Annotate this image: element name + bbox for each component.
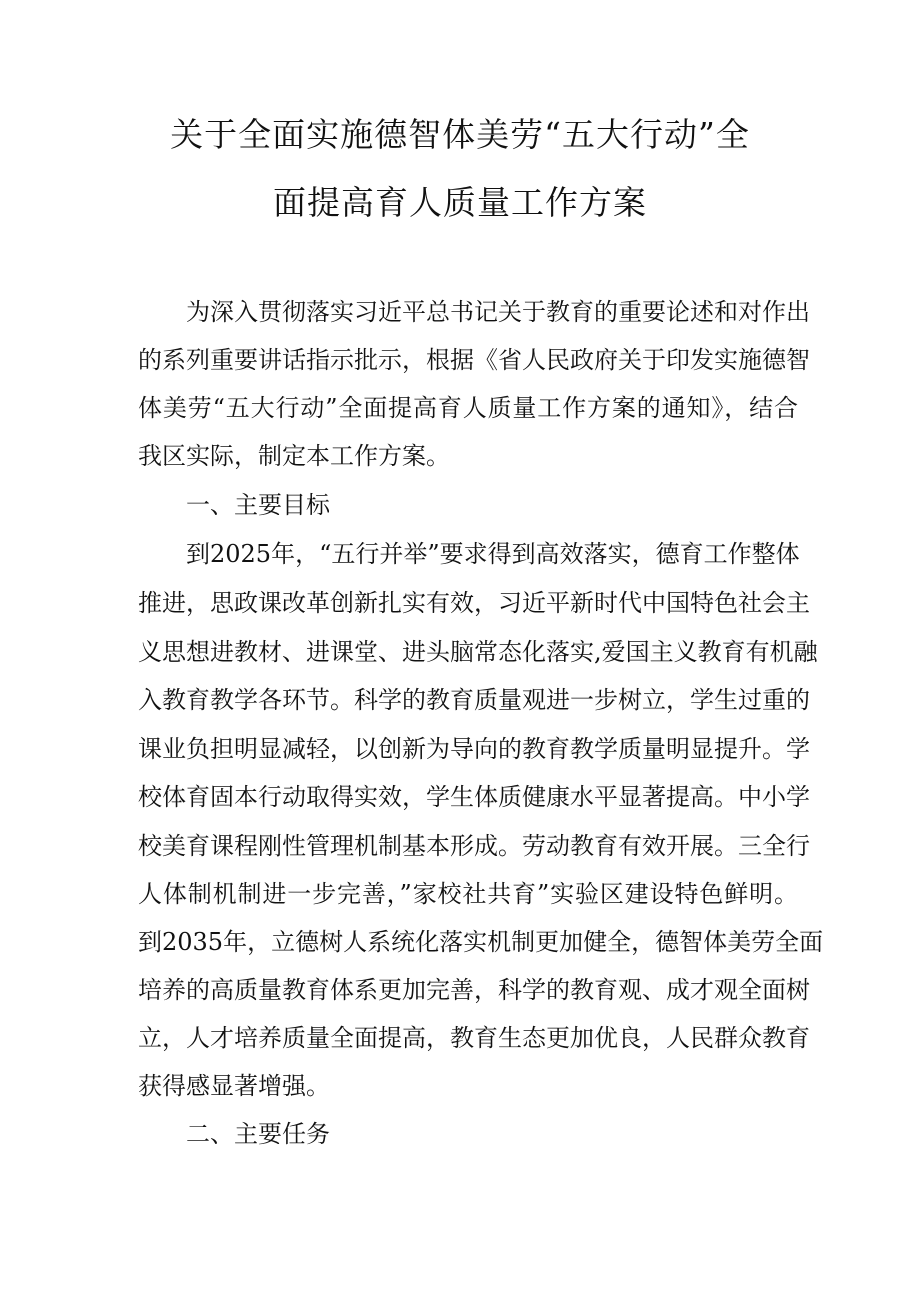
- goals-paragraph-line: 到2025年，“五行并举”要求得到高效落实，德育工作整体: [186, 540, 800, 568]
- goals-paragraph-line: 到2035年，立德树人系统化落实机制更加健全，德智体美劳全面: [138, 928, 824, 956]
- goals-paragraph-line: 义思想进教材、进课堂、进头脑常态化落实,爱国主义教育有机融: [138, 638, 818, 666]
- section-heading-main-goals: 一、主要目标: [186, 491, 330, 519]
- goals-paragraph-line: 校体育固本行动取得实效，学生体质健康水平显著提高。中小学: [138, 783, 810, 811]
- intro-paragraph-line: 的系列重要讲话指示批示，根据《省人民政府关于印发实施德智: [138, 346, 810, 374]
- goals-paragraph-line: 立，人才培养质量全面提高，教育生态更加优良，人民群众教育: [138, 1024, 810, 1052]
- document-title-line-1: 关于全面实施德智体美劳“五大行动”全: [170, 115, 750, 154]
- goals-paragraph-line: 入教育教学各环节。科学的教育质量观进一步树立，学生过重的: [138, 686, 810, 714]
- goals-paragraph-line: 人体制机制进一步完善，”家校社共育”实验区建设特色鲜明。: [138, 880, 798, 908]
- section-heading-main-tasks: 二、主要任务: [186, 1120, 330, 1148]
- goals-paragraph-line: 获得感显著增强。: [138, 1072, 330, 1100]
- intro-paragraph-line: 为深入贯彻落实习近平总书记关于教育的重要论述和对作出: [186, 298, 810, 326]
- goals-paragraph-line: 校美育课程刚性管理机制基本形成。劳动教育有效开展。三全行: [138, 832, 810, 860]
- intro-paragraph-line: 体美劳“五大行动”全面提高育人质量工作方案的通知》，结合: [138, 394, 798, 422]
- document-title-line-2: 面提高育人质量工作方案: [273, 183, 647, 222]
- intro-paragraph-line: 我区实际，制定本工作方案。: [138, 442, 450, 470]
- goals-paragraph-line: 推进，思政课改革创新扎实有效，习近平新时代中国特色社会主: [138, 589, 810, 617]
- goals-paragraph-line: 培养的高质量教育体系更加完善，科学的教育观、成才观全面树: [138, 976, 810, 1004]
- goals-paragraph-line: 课业负担明显减轻，以创新为导向的教育教学质量明显提升。学: [138, 735, 810, 763]
